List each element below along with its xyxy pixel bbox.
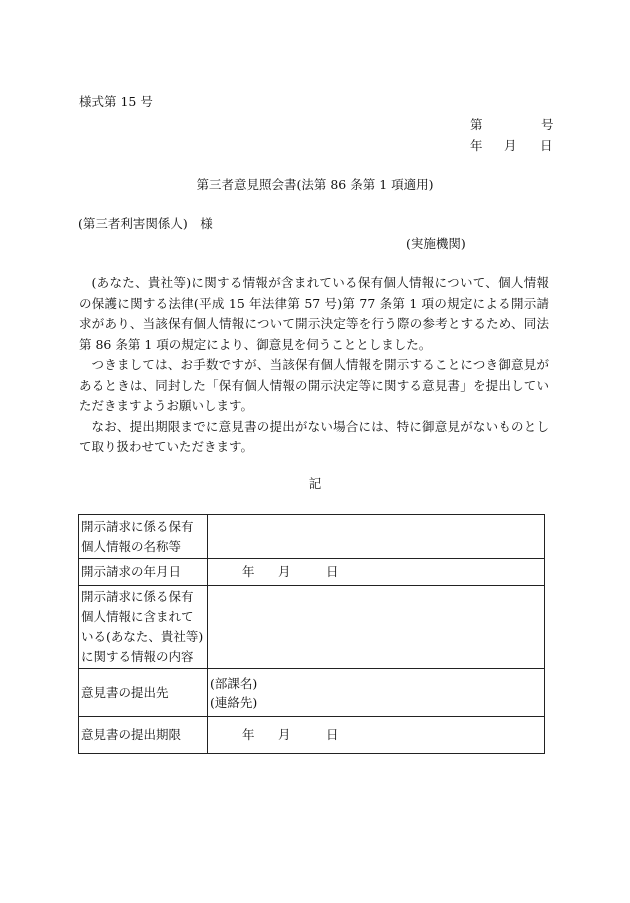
form-number: 様式第 15 号: [79, 94, 153, 109]
table-row: [79, 717, 545, 754]
table-label-info-content: 開示請求に係る保有個人情報に含まれている(あなた、貴社等)に関する情報の内容: [79, 586, 208, 669]
document-number-prefix: 第: [470, 117, 483, 132]
table-value-submission-destination: [208, 669, 545, 717]
body-paragraph-3: なお、提出期限までに意見書の提出がない場合には、特に御意見がないものとして取り扱わせていただきます。: [79, 418, 549, 454]
body-paragraph-2: つきましては、お手数ですが、当該保有個人情報を開示することにつき御意見があるときは、同封した「保有個人情報の開示決定等に関する意見書」を提出していただきますようお願いします。: [79, 357, 549, 413]
table-row: [79, 669, 545, 717]
department-name-label: (部課名): [210, 675, 258, 691]
table-row: [79, 515, 545, 559]
table-label-request-date: 開示請求の年月日: [79, 559, 208, 586]
document-title: 第三者意見照会書(法第 86 条第 1 項適用): [196, 177, 434, 192]
document-number-suffix: 号: [541, 117, 554, 132]
deadline-year: 年: [242, 727, 255, 742]
deadline-day: 日: [326, 727, 339, 742]
date-day: 日: [540, 138, 553, 153]
table-label-requested-info-name: 開示請求に係る保有個人情報の名称等: [79, 515, 208, 559]
ki-heading: 記: [308, 476, 322, 491]
request-date-year: 年: [242, 564, 255, 579]
contact-label: (連絡先): [210, 694, 258, 710]
table-value-info-content: [208, 586, 545, 669]
request-date-month: 月: [278, 564, 291, 579]
table-label-submission-deadline: 意見書の提出期限: [79, 717, 208, 754]
table-value-request-date: [208, 559, 545, 586]
deadline-month: 月: [278, 727, 291, 742]
date-year: 年: [470, 138, 483, 153]
table-label-submission-destination: 意見書の提出先: [79, 669, 208, 717]
info-table: [78, 514, 545, 754]
table-row: [79, 586, 545, 669]
body-text: [79, 273, 549, 458]
sender: (実施機関): [406, 236, 466, 251]
addressee: (第三者利害関係人) 様: [78, 216, 213, 231]
body-paragraph-1: (あなた、貴社等)に関する情報が含まれている保有個人情報について、個人情報の保護に関する法律(平成 15 年法律第 57 号)第 77 条第 1 項の規定による開示請求があり、当該保有個人情報について開示決定等を行う際の参考とするため、同法第 86 条第 1 項の規定により、御意見を伺うこととしました。: [79, 275, 549, 352]
table-row: [79, 559, 545, 586]
request-date-day: 日: [326, 564, 339, 579]
table-value-requested-info-name: [208, 515, 545, 559]
table-value-submission-deadline: [208, 717, 545, 754]
date-month: 月: [504, 138, 517, 153]
